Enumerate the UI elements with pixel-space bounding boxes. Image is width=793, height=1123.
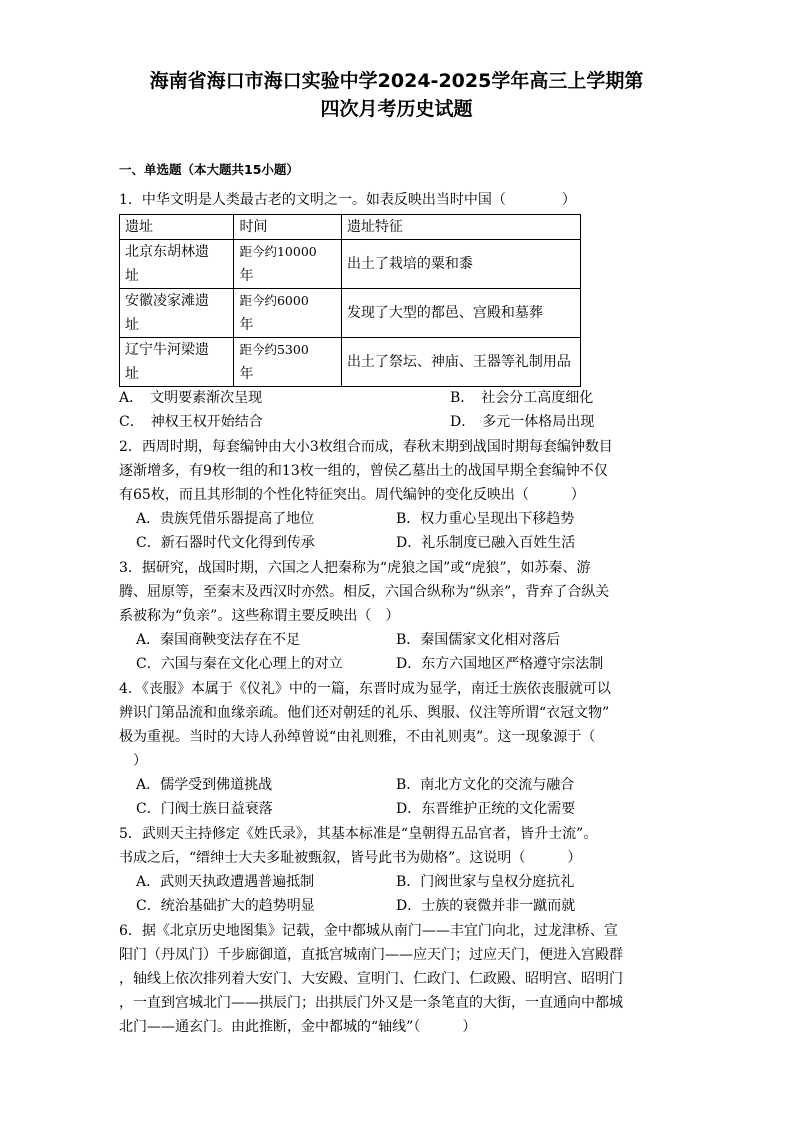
table-cell-site-cont: 址 (125, 366, 139, 382)
table-cell-site-cont: 址 (125, 268, 139, 284)
question-2-stem-line: 有65枚，而且其形制的个性化特征突出。周代编钟的变化反映出（ ） (119, 487, 585, 503)
table-cell-feature: 出土了祭坛、神庙、王器等礼制用品 (341, 338, 580, 387)
table-cell-time: 距今约5300 (239, 342, 309, 357)
question-5-option-c[interactable]: C．统治基础扩大的趋势明显 (136, 898, 315, 914)
table-cell-site: 辽宁牛河梁遗 (125, 342, 209, 358)
table-cell-time-cont: 年 (239, 268, 254, 284)
question-1-option-a[interactable]: A． 文明要素渐次呈现 (119, 390, 263, 406)
question-3-stem-line: 系被称为“负亲”。这些称谓主要反映出（ ） (119, 608, 400, 624)
question-6-stem-line: ，轴线上依次排列着大安门、大安殿、宣明门、仁政门、仁政殿、昭明宫、昭明门 (119, 971, 623, 987)
table-cell-time-cont: 年 (239, 366, 254, 382)
question-6-stem-line: 6．据《北京历史地图集》记载，金中都城从南门——丰宜门向北，过龙津桥、宣 (119, 923, 618, 939)
question-4-option-a[interactable]: A．儒学受到佛道挑战 (136, 777, 273, 793)
section-heading: 一、单选题（本大题共15小题） (119, 162, 299, 177)
question-6-stem-line: ，一直到宫城北门——拱辰门；出拱辰门外又是一条笔直的大街，一直通向中都城 (119, 995, 623, 1011)
table-cell-time-cont: 年 (239, 317, 254, 333)
document-title-line-1: 海南省海口市海口实验中学2024-2025学年高三上学期第 (149, 70, 644, 92)
question-2-option-a[interactable]: A．贵族凭借乐器提高了地位 (136, 511, 315, 527)
table-row (120, 338, 581, 387)
table-cell-feature: 出土了栽培的粟和黍 (341, 240, 580, 289)
question-6-stem-line: 阳门（丹凤门）千步廊御道，直抵宫城南门——应天门；过应天门，便进入宫殿群 (119, 947, 623, 963)
question-5-option-d[interactable]: D．士族的衰微并非一蹴而就 (396, 898, 576, 914)
question-1-option-d[interactable]: D． 多元一体格局出现 (450, 414, 595, 430)
question-2-option-d[interactable]: D．礼乐制度已融入百姓生活 (396, 535, 576, 551)
question-4-option-b[interactable]: B．南北方文化的交流与融合 (396, 777, 575, 793)
table-cell-site-cont: 址 (125, 317, 139, 333)
question-1-table (119, 214, 581, 387)
table-row (120, 289, 581, 338)
question-1-option-c[interactable]: C． 神权王权开始结合 (119, 414, 263, 430)
table-cell-site: 北京东胡林遗 (125, 244, 209, 260)
question-5-stem-line: 书成之后，“缙绅士大夫多耻被甄叙，皆号此书为勋格”。这说明（ ） (119, 850, 582, 866)
question-3-stem-line: 腾、屈原等，至秦末及西汉时亦然。相反，六国合纵称为“纵亲”，背弃了合纵关 (119, 584, 610, 600)
question-2-stem-line: 逐渐增多，有9枚一组的和13枚一组的，曾侯乙墓出土的战国早期全套编钟不仅 (119, 463, 608, 479)
question-4-stem-line: 4．《丧服》本属于《仪礼》中的一篇，东晋时成为显学，南迁士族依丧服就可以 (119, 681, 611, 697)
question-3-option-b[interactable]: B．秦国儒家文化相对落后 (396, 632, 561, 648)
question-4-option-d[interactable]: D．东晋维护正统的文化需要 (396, 801, 576, 817)
question-2-option-c[interactable]: C．新石器时代文化得到传承 (136, 535, 315, 551)
question-2-stem-line: 2．西周时期，每套编钟由大小3枚组合而成，春秋末期到战国时期每套编钟数目 (119, 439, 613, 455)
question-6-stem-line: 北门——通玄门。由此推断，金中都城的“轴线”（ ） (119, 1019, 477, 1035)
question-4-stem-line: 辨识门第品流和血缘亲疏。他们还对朝廷的礼乐、舆服、仪注等所谓“衣冠文物” (119, 705, 610, 721)
question-3-option-a[interactable]: A．秦国商鞅变法存在不足 (136, 632, 301, 648)
question-1-option-b[interactable]: B． 社会分工高度细化 (450, 390, 594, 406)
question-3-stem-line: 3．据研究，战国时期，六国之人把秦称为“虎狼之国”或“虎狼”，如苏秦、游 (119, 560, 591, 576)
question-5-stem-line: 5．武则天主持修定《姓氏录》，其基本标准是“皇朝得五品官者，皆升士流”。 (119, 826, 598, 842)
table-cell-site: 安徽凌家滩遗 (125, 293, 209, 309)
question-4-option-c[interactable]: C．门阀士族日益衰落 (136, 801, 273, 817)
question-4-stem-line: ） (119, 753, 147, 769)
document-title-line-2: 四次月考历史试题 (320, 98, 473, 120)
question-5-option-a[interactable]: A．武则天执政遭遇普遍抵制 (136, 874, 315, 890)
table-row (120, 240, 581, 289)
table-cell-feature: 发现了大型的都邑、宫殿和墓葬 (341, 289, 580, 338)
question-1-stem: 1．中华文明是人类最古老的文明之一。如表反映出当时中国（ ） (119, 192, 576, 208)
question-3-option-c[interactable]: C．六国与秦在文化心理上的对立 (136, 656, 343, 672)
table-header-site: 遗址 (120, 215, 234, 240)
table-cell-time: 距今约6000 (239, 293, 309, 308)
table-header-time: 时间 (234, 215, 341, 240)
question-4-stem-line: 极为重视。当时的大诗人孙绰曾说“由礼则雅，不由礼则夷”。这一现象源于（ (119, 729, 596, 745)
table-header-feature: 遗址特征 (341, 215, 580, 240)
question-3-option-d[interactable]: D．东方六国地区严格遵守宗法制 (396, 656, 604, 672)
question-5-option-b[interactable]: B．门阀世家与皇权分庭抗礼 (396, 874, 575, 890)
question-2-option-b[interactable]: B．权力重心呈现出下移趋势 (396, 511, 575, 527)
table-cell-time: 距今约10000 (239, 244, 317, 259)
